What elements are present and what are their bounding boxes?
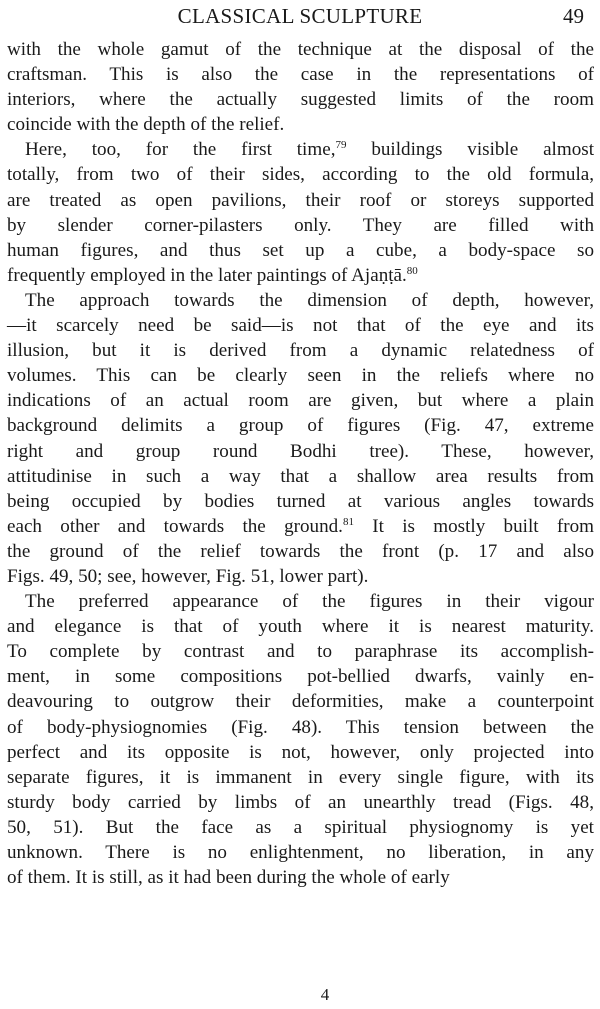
text-line: illusion, but it is derived from a dynamic relatedness of bbox=[7, 340, 594, 362]
text-line: Figs. 49, 50; see, however, Fig. 51, lower part). bbox=[7, 565, 369, 587]
text-line: volumes. This can be clearly seen in the reliefs where no bbox=[7, 365, 594, 387]
text-line: perfect and its opposite is not, however, only projected into bbox=[7, 741, 594, 763]
text-line: 50, 51). But the face as a spiritual physiognomy is yet bbox=[7, 816, 594, 838]
paragraph bbox=[7, 137, 594, 288]
text-line: The preferred appearance of the figures in their vigour bbox=[25, 591, 594, 613]
text-line: indications of an actual room are given, but where a plain bbox=[7, 390, 594, 412]
paragraph bbox=[7, 288, 594, 589]
text-line: attitudinise in such a way that a shallow area results from bbox=[7, 465, 594, 487]
text-line: craftsman. This is also the case in the representations of bbox=[7, 64, 594, 86]
text-line: unknown. There is no enlightenment, no liberation, in any bbox=[7, 842, 594, 863]
text-line: the ground of the relief towards the front (p. 17 and also bbox=[7, 540, 594, 562]
text-line: ment, in some compositions pot-bellied dwarfs, vainly en- bbox=[7, 666, 594, 688]
text-line: background delimits a group of figures (Fig. 47, extreme bbox=[7, 415, 594, 437]
footnote-marker: 81 bbox=[342, 515, 354, 528]
running-title: CLASSICAL SCULPTURE bbox=[177, 4, 423, 28]
text-line: being occupied by bodies turned at various angles towards bbox=[7, 490, 594, 512]
text-line: by slender corner-pilasters only. They are filled with bbox=[7, 214, 594, 236]
text-line: each other and towards the ground.$^{81}$ It is mostly built from bbox=[7, 515, 594, 537]
text-line: separate figures, it is immanent in every single figure, with its bbox=[7, 766, 594, 788]
text-line: —it scarcely need be said—is not that of the eye and its bbox=[7, 315, 594, 337]
text-line: right and group round Bodhi tree). These, however, bbox=[7, 440, 594, 462]
text-line: interiors, where the actually suggested limits of the room bbox=[7, 89, 594, 111]
footnote-marker: 79 bbox=[335, 139, 347, 152]
text-line: of them. It is still, as it had been during the whole of early bbox=[7, 867, 450, 889]
text-line: human figures, and thus set up a cube, a body-space so bbox=[7, 239, 594, 261]
text-line: and elegance is that of youth where it is nearest maturity. bbox=[7, 616, 594, 638]
text-line: of body-physiognomies (Fig. 48). This tension between the bbox=[7, 716, 594, 738]
paragraph bbox=[7, 37, 594, 137]
body-text bbox=[7, 37, 594, 890]
text-line: To complete by contrast and to paraphrase its accomplish- bbox=[7, 641, 594, 663]
page-number: 49 bbox=[563, 4, 584, 28]
text-line: totally, from two of their sides, according to the old formula, bbox=[7, 164, 594, 186]
running-head bbox=[0, 2, 600, 30]
text-line: coincide with the depth of the relief. bbox=[7, 114, 285, 136]
text-line: sturdy body carried by limbs of an unearthly tread (Figs. 48, bbox=[7, 791, 594, 813]
text-line: The approach towards the dimension of depth, however, bbox=[25, 289, 594, 311]
text-line: Here, too, for the first time,$^{79}$ buildings visible almost bbox=[25, 139, 594, 161]
text-line: frequently employed in the later paintings of Ajaṇṭā.$^{80}$ bbox=[7, 264, 418, 286]
paragraph bbox=[7, 589, 594, 890]
signature-mark: 4 bbox=[320, 985, 330, 1004]
text-line: deavouring to outgrow their deformities, make a counterpoint bbox=[7, 691, 594, 713]
text-line: are treated as open pavilions, their roof or storeys supported bbox=[7, 189, 594, 211]
footnote-marker: 80 bbox=[406, 264, 418, 277]
text-line: with the whole gamut of the technique at the disposal of the bbox=[7, 39, 594, 60]
